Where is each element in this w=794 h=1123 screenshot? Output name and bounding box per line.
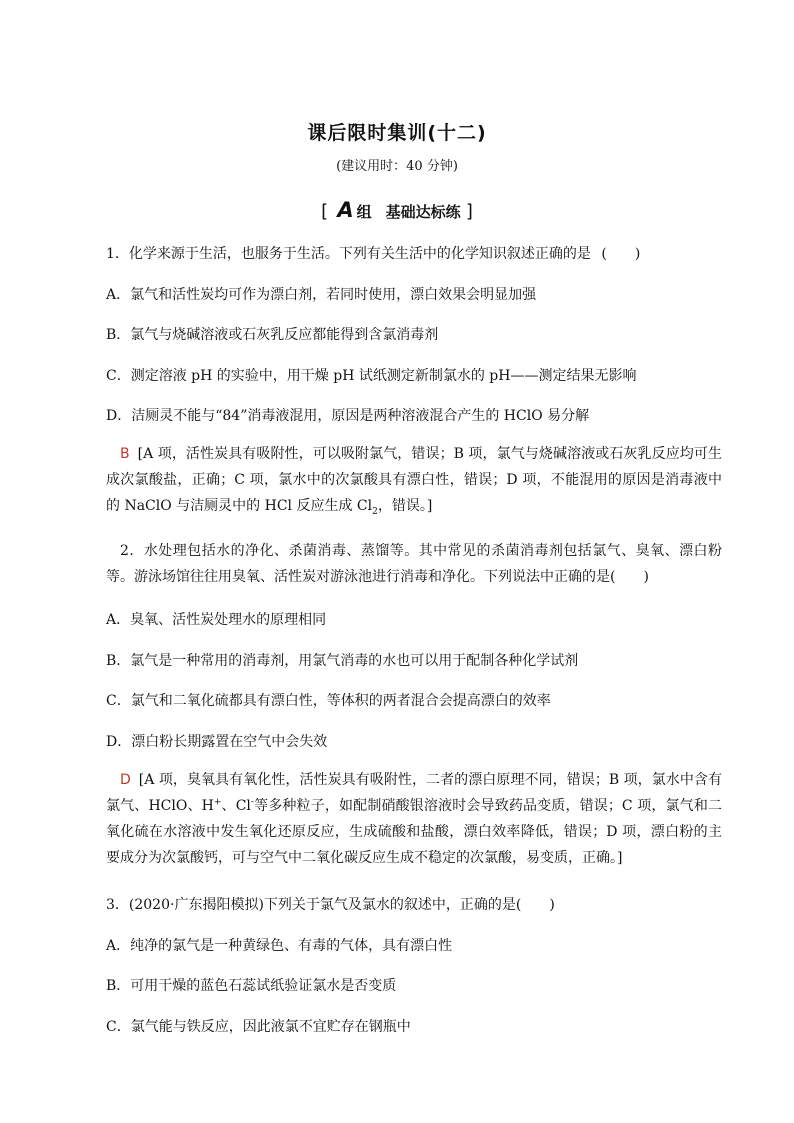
q2-explanation-text-3: 等多种粒子，如配制硝酸银溶液时会导致药品变质，错误；C 项，氯气和二氧化硫在水溶液中发生氧化还原反应，生成硫酸和盐酸，漂白效率降低，错误；D 项，漂白粉的主要成分为次氯酸钙，可与空气中二氧化碳反应生成不稳定的次氯酸，易变质，正确。] xyxy=(106,798,722,866)
q2-option-d: D．漂白粉长期露置在空气中会失效 xyxy=(106,734,328,750)
q2-option-b: B．氯气是一种常用的消毒剂，用氯气消毒的水也可以用于配制各种化学试剂 xyxy=(106,653,579,669)
q2-explanation-text-2: 、Cl xyxy=(221,798,251,814)
page-title: 课后限时集训(十二) xyxy=(307,122,487,144)
suggested-time: (建议用时：40 分钟) xyxy=(336,159,458,174)
q3-stem: 3．(2020·广东揭阳模拟)下列关于氯气及氯水的叙述中，正确的是( ) xyxy=(106,897,555,913)
section-bracket-close: ] xyxy=(465,201,473,222)
q2-option-c: C．氯气和二氧化硫都具有漂白性，等体积的两者混合会提高漂白的效率 xyxy=(106,693,551,709)
q3-option-a: A．纯净的氯气是一种黄绿色、有毒的气体，具有漂白性 xyxy=(106,938,453,954)
q3-option-c: C．氯气能与铁反应，因此液氯不宜贮存在钢瓶中 xyxy=(106,1019,411,1035)
q2-answer-letter: D xyxy=(120,772,131,788)
q1-stem-line xyxy=(106,243,640,263)
section-bracket-open: [ xyxy=(321,201,329,222)
q1-answer-paren: ( ) xyxy=(601,246,641,262)
section-heading xyxy=(0,198,794,222)
q1-explanation-text: [A 项，活性炭具有吸附性，可以吸附氯气，错误；B 项，氯气与烧碱溶液或石灰乳反应均可生成次氯酸盐，正确；C 项，氯水中的次氯酸具有漂白性，错误；D 项，不能混用的原因是消毒液中的 NaClO 与洁厕灵中的 HCl 反应生成 Cl xyxy=(106,446,722,514)
q2-explanation-text: [A 项，臭氧具有氧化性，活性炭具有吸附性，二者的漂白原理不同，错误；B 项，氯水中含有氯气、HClO、H xyxy=(106,772,722,814)
q1-explanation xyxy=(106,441,722,519)
q1-explanation-tail: ，错误。] xyxy=(377,498,433,514)
q1-option-d: D．洁厕灵不能与“84”消毒液混用，原因是两种溶液混合产生的 HClO 易分解 xyxy=(106,408,590,424)
q2-stem: 2．水处理包括水的净化、杀菌消毒、蒸馏等。其中常见的杀菌消毒剂包括氯气、臭氧、漂白粉等。游泳场馆往往用臭氧、活性炭对游泳池进行消毒和净化。下列说法中正确的是( ) xyxy=(106,543,722,585)
q1-option-b: B．氯气与烧碱溶液或石灰乳反应都能得到含氯消毒剂 xyxy=(106,327,439,343)
q2-explanation-sup-1: + xyxy=(213,797,222,808)
q2-option-a: A．臭氧、活性炭处理水的原理相同 xyxy=(106,612,327,628)
q1-stem: 1．化学来源于生活，也服务于生活。下列有关生活中的化学知识叙述正确的是 xyxy=(106,246,591,262)
q1-answer-letter: B xyxy=(120,446,130,462)
q2-explanation-sup-2: - xyxy=(250,797,254,808)
section-group-letter: A xyxy=(337,198,354,222)
section-group-word: 组 xyxy=(356,203,372,221)
q3-option-b: B．可用干燥的蓝色石蕊试纸验证氯水是否变质 xyxy=(106,978,397,994)
section-group-name: 基础达标练 xyxy=(385,203,461,221)
q1-explanation-subscript: 2 xyxy=(372,506,378,517)
q1-option-a: A．氯气和活性炭均可作为漂白剂，若同时使用，漂白效果会明显加强 xyxy=(106,287,537,303)
q1-option-c: C．测定溶液 pH 的实验中，用干燥 pH 试纸测定新制氯水的 pH——测定结果无影响 xyxy=(106,368,637,384)
q2-explanation xyxy=(106,767,722,871)
